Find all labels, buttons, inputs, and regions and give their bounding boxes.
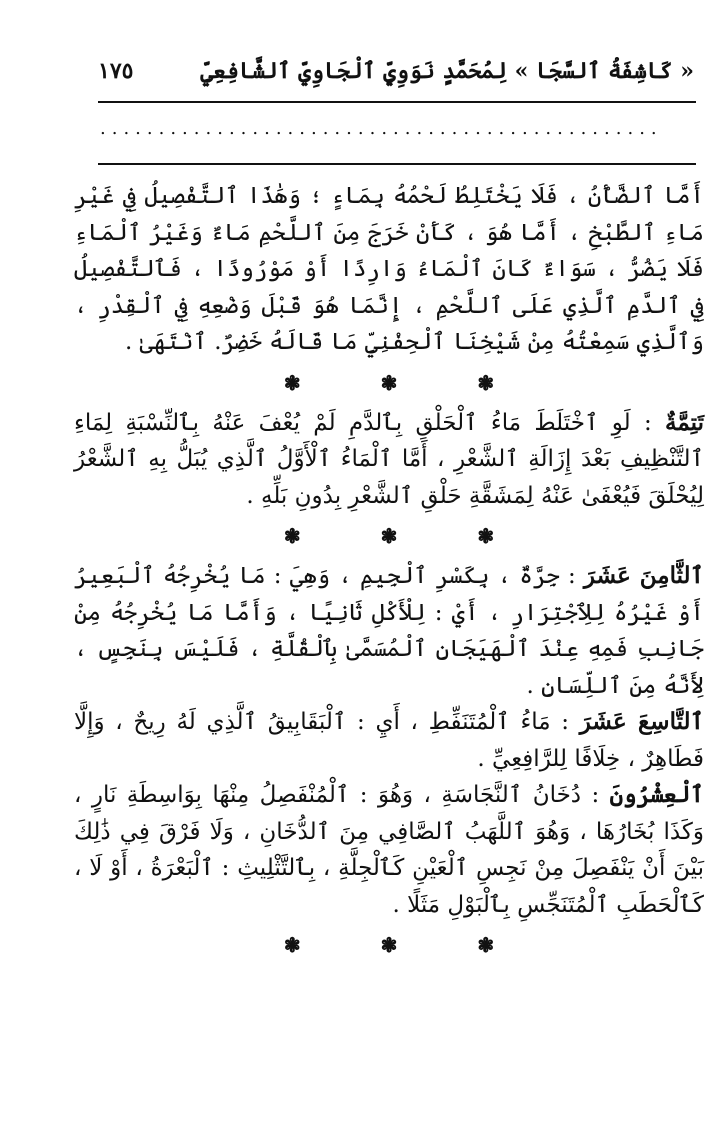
section-separator [74, 361, 704, 405]
paragraph-tatimma [74, 405, 704, 515]
section-separator [74, 514, 704, 558]
star-ornament: ❃ [283, 933, 301, 957]
paragraph-twentieth [74, 777, 704, 923]
paragraph-text: : لَوِ ٱخْتَلَطَ مَاءُ ٱلْحَلْقِ بِٱلدَّمِ لَمْ يُعْفَ عَنْهُ بِٱلنِّسْبَةِ لِمَاءِ ٱلتَّنْظِيفِ بَعْدَ إِزَالَةِ ٱلشَّعْرِ ، أَمَّا ٱلْمَاءُ ٱلْأَوَّلُ ٱلَّذِي يُبَلُّ بِهِ ٱلشَّعْرُ لِيُحْلَقَ فَيُعْفَىٰ عَنْهُ لِمَشَقَّةِ حَلْقِ ٱلشَّعْرِ بِدُونِ بَلِّهِ . [74, 409, 704, 509]
star-ornament: ❃ [477, 524, 495, 548]
star-ornament: ❃ [477, 370, 495, 395]
star-ornament: ❃ [380, 524, 398, 548]
section-term: ٱلثَّامِنَ عَشَرَ [583, 562, 705, 589]
footnote-ellipsis: ................................................ [100, 118, 663, 139]
header-rule [98, 101, 696, 103]
star-ornament: ❃ [283, 370, 301, 395]
page-header [98, 52, 694, 100]
paragraph-1: أَمَّا ٱلضَّأْنُ ، فَلَا يَخْتَلِطُ لَحْمُهُ بِمَاءٍ ؛ وَهَٰذَا ٱلتَّفْصِيلُ فِي غَيْرِ مَاءِ ٱلطَّبْخِ ، أَمَّا هُوَ ، كَأَنْ خَرَجَ مِنَ ٱللَّحْمِ مَاءٌ وَغَيْرُ ٱلْمَاءِ فَلَا يَضُرُّ ، سَوَاءٌ كَانَ ٱلْمَاءُ وَارِدًا أَوْ مَوْرُودًا ، فَٱلتَّفْصِيلُ فِي ٱلدَّمِ ٱلَّذِي عَلَى ٱللَّحْمِ ، إِنَّمَا هُوَ قَبْلَ وَضْعِهِ فِي ٱلْقِدْرِ ، وَٱلَّذِي سَمِعْتُهُ مِنْ شَيْخِنَا ٱلْحِفْنِيِّ مَا قَالَهُ خَضِرٌ. ٱنْتَهَىٰ . [74, 183, 704, 355]
paragraph-eighteenth [74, 558, 704, 704]
section-term: ٱلتَّاسِعَ عَشَرَ [579, 708, 704, 735]
star-ornament: ❃ [283, 524, 301, 548]
section-term: تَتِمَّةٌ [665, 408, 704, 436]
section-term: ٱلْعِشْرُونَ [609, 781, 704, 808]
star-ornament: ❃ [380, 370, 398, 395]
footnote-rule [98, 163, 696, 165]
paragraph-text: : دُخَانُ ٱلنَّجَاسَةِ ، وَهُوَ : ٱلْمُنْفَصِلُ مِنْهَا بِوَاسِطَةِ نَارٍ ، وَكَذَا بُخَارُهَا ، وَهُوَ ٱللَّهَبُ ٱلصَّافِي مِنَ ٱلدُّخَانِ ، وَلَا فَرْقَ فِي ذَٰلِكَ بَيْنَ أَنْ يَنْفَصِلَ مِنْ نَجِسِ ٱلْعَيْنِ كَٱلْجِلَّةِ ، بِٱلتَّثْلِيثِ : ٱلْبَعْرَةُ ، أَوْ لَا ، كَٱلْحَطَبِ ٱلْمُتَنَجِّسِ بِٱلْبَوْلِ مَثَلًا . [74, 782, 704, 918]
paragraph-text: : جِرَّةٌ ، بِكَسْرِ ٱلْجِيمِ ، وَهِيَ : مَا يُخْرِجُهُ ٱلْبَعِيرُ أَوْ غَيْرُهُ لِلِٱجْتِرَارِ ، أَيْ : لِلْأَكْلِ ثَانِيًا ، وَأَمَّا مَا يُخْرِجُهُ مِنْ جَانِبِ فَمِهِ عِنْدَ ٱلْهَيَجَانِ ٱلْمُسَمَّىٰ بِٱلْقُلَّةِ ، فَلَيْسَ بِنَجِسٍ ، لِأَنَّهُ مِنَ ٱللِّسَانِ . [74, 563, 704, 699]
page-number: ١٧٥ [98, 58, 134, 84]
star-ornament: ❃ [380, 933, 398, 957]
paragraph-nineteenth [74, 704, 704, 777]
running-title: « كَاشِفَةُ ٱلسَّجَا » لِمُحَمَّدٍ نَوَوِيٍّ ٱلْجَاوِيِّ ٱلشَّافِعِيِّ [200, 58, 694, 84]
section-separator [74, 923, 704, 967]
main-text [74, 178, 704, 967]
star-ornament: ❃ [477, 933, 495, 957]
paragraph-text: : مَاءُ ٱلْمُتَنَفِّطِ ، أَيِ : ٱلْبَقَابِيقُ ٱلَّذِي لَهُ رِيحٌ ، وَإِلَّا فَطَاهِرٌ ، خِلَافًا لِلرَّافِعِيِّ . [74, 709, 704, 772]
